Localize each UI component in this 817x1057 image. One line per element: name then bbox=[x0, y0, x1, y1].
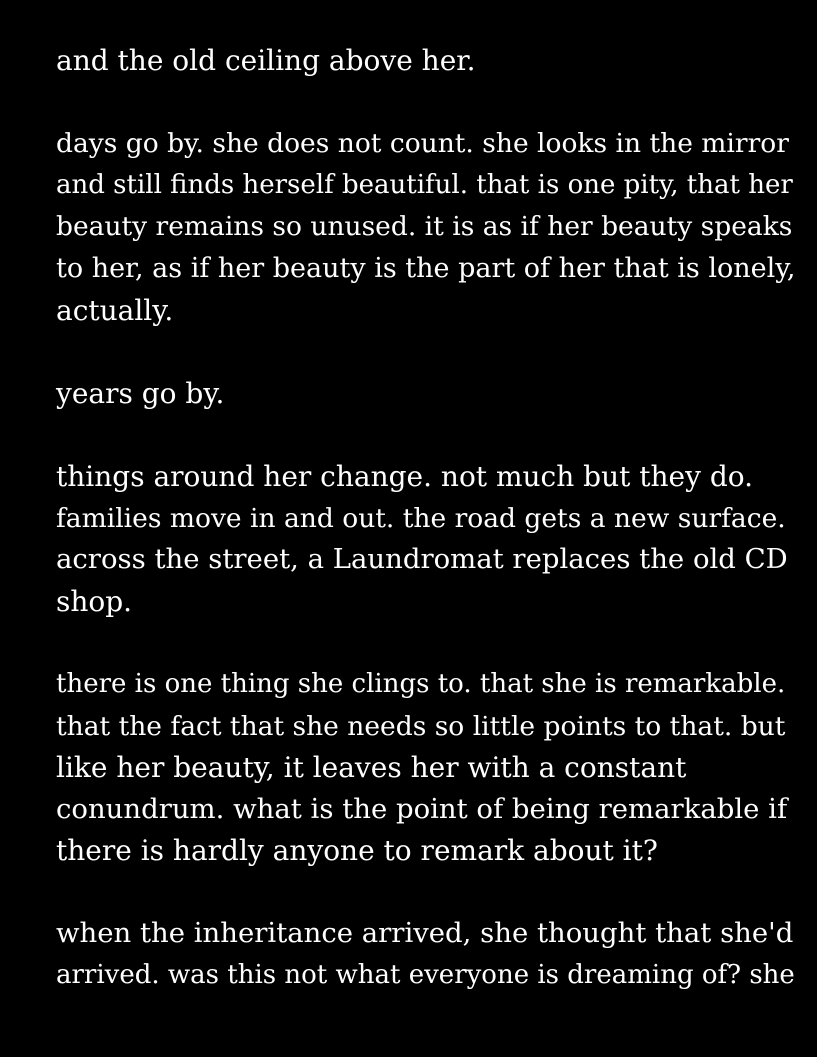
paragraph-3 bbox=[56, 373, 796, 415]
text-line: actually. bbox=[56, 293, 174, 327]
text-line: to her, as if her beauty is the part of her that is lonely, bbox=[56, 252, 796, 284]
text-line: families move in and out. the road gets a new surface. bbox=[56, 502, 786, 534]
paragraph-gap bbox=[56, 622, 796, 664]
paragraph-gap bbox=[56, 872, 796, 914]
text-line: when the inheritance arrived, she thought that she'd bbox=[56, 917, 794, 950]
paragraph-5 bbox=[56, 664, 796, 872]
text-line: things around her change. not much but they do. bbox=[56, 459, 754, 493]
text-line: arrived. was this not what everyone is dreaming of? she bbox=[56, 960, 795, 991]
text-line: and still finds herself beautiful. that is one pity, that her bbox=[56, 169, 793, 200]
text-line: beauty remains so unused. it is as if her beauty speaks bbox=[56, 211, 793, 243]
paragraph-gap bbox=[56, 82, 796, 124]
paragraph-1 bbox=[56, 40, 796, 82]
paragraph-6 bbox=[56, 913, 796, 996]
text-line: there is hardly anyone to remark about it? bbox=[56, 834, 658, 868]
text-block bbox=[56, 40, 796, 997]
text-line: days go by. she does not count. she looks in the mirror bbox=[56, 128, 789, 160]
text-line: conundrum. what is the point of being remarkable if bbox=[56, 792, 788, 825]
paragraph-gap bbox=[56, 414, 796, 456]
paragraph-gap bbox=[56, 331, 796, 373]
text-line: there is one thing she clings to. that she is remarkable. bbox=[56, 668, 786, 699]
text-line: shop. bbox=[56, 584, 133, 618]
paragraph-4 bbox=[56, 456, 796, 622]
text-line: like her beauty, it leaves her with a constant bbox=[56, 751, 687, 785]
paragraph-2 bbox=[56, 123, 796, 331]
text-line: years go by. bbox=[56, 376, 225, 410]
text-line: that the fact that she needs so little points to that. but bbox=[56, 710, 786, 742]
text-line: across the street, a Laundromat replaces the old CD bbox=[56, 543, 788, 576]
text-line: and the old ceiling above her. bbox=[56, 44, 476, 77]
